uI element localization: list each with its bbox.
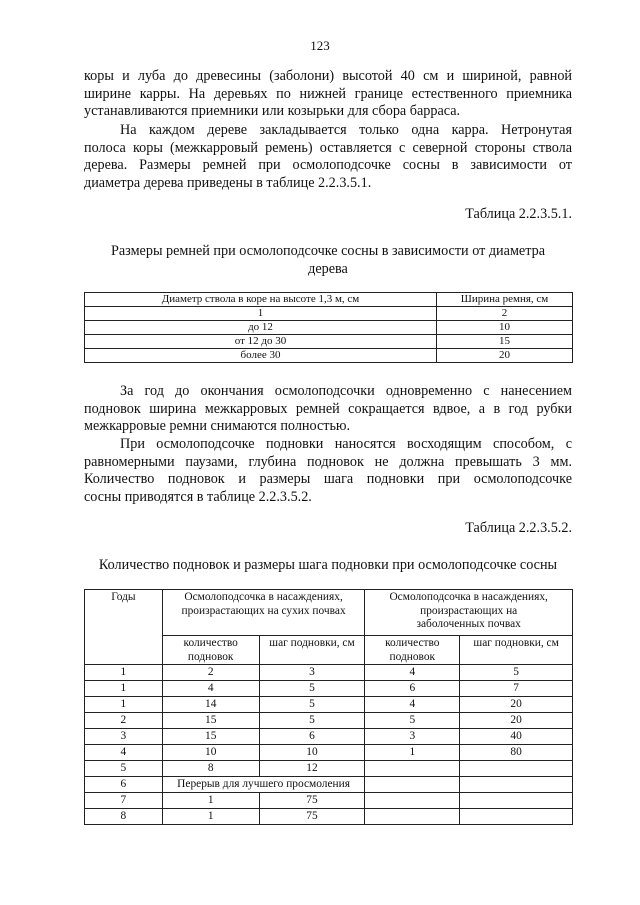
table-row	[85, 729, 573, 745]
cell-step-wet: 7	[460, 681, 573, 697]
cell-count-wet: 4	[365, 697, 460, 713]
cell-step-wet: 80	[460, 745, 573, 761]
cell-step-dry: 10	[259, 745, 365, 761]
cell-count-wet	[365, 777, 460, 793]
table-title-line: Размеры ремней при осмолоподсочке сосны в зависимости от диаметра	[110, 243, 545, 259]
subheader-line: подновок	[187, 650, 234, 663]
cell-count-dry: 14	[162, 697, 259, 713]
table-row	[85, 713, 573, 729]
cell-count-dry: 8	[162, 761, 259, 777]
paragraph-1	[84, 68, 572, 121]
paragraph-line: сосны приводятся в таблице 2.2.3.5.2.	[84, 488, 312, 505]
table-numbering-row	[85, 307, 573, 321]
column-number: 2	[437, 307, 573, 321]
column-number: 1	[85, 665, 163, 681]
table-header-row	[85, 590, 573, 636]
subheader-line: количество	[385, 637, 440, 649]
header-line: Осмолоподсочка в насаждениях,	[389, 591, 548, 603]
cell-step-wet	[460, 793, 573, 809]
cell-year: 1	[85, 697, 163, 713]
table-row	[85, 321, 573, 335]
paragraph-line: На каждом дереве закладывается только одна карра. Нетронутая	[120, 122, 572, 138]
cell-count-dry: 1	[162, 793, 259, 809]
table-row	[85, 349, 573, 363]
cell-count-dry: 4	[162, 681, 259, 697]
cell-step-wet: 40	[460, 729, 573, 745]
cell-count-wet	[365, 793, 460, 809]
cell-count-dry: 10	[162, 745, 259, 761]
paragraph-line: Количество подновок и размеры шага подновки при осмолоподсочке	[84, 471, 572, 487]
paragraph-2	[84, 122, 572, 192]
cell-year: 5	[85, 761, 163, 777]
cell-count-dry: 15	[162, 729, 259, 745]
table-row	[85, 335, 573, 349]
paragraph-line: За год до окончания осмолоподсочки одновременно с нанесением	[120, 383, 572, 399]
header-line: Осмолоподсочка в насаждениях,	[184, 591, 343, 603]
header-wet-soils	[365, 590, 573, 636]
cell-step-dry: 5	[259, 681, 365, 697]
paragraph-line: подновок ширина межкарровых ремней сокращается вдвое, а в год рубки	[84, 400, 572, 417]
cell-step-wet: 20	[460, 713, 573, 729]
cell-year: 8	[85, 809, 163, 825]
page-number: 123	[310, 38, 330, 53]
header-line: заболоченных почвах	[416, 618, 521, 630]
subheader-line: подновок	[389, 650, 436, 663]
cell-count-wet: 5	[365, 713, 460, 729]
header-belt-width: Ширина ремня, см	[437, 293, 573, 307]
cell-step-dry: 75	[259, 793, 365, 809]
header-diameter: Диаметр ствола в коре на высоте 1,3 м, см	[85, 293, 437, 307]
cell-step-wet: 20	[460, 697, 573, 713]
subheader-step-dry: шаг подновки, см	[259, 636, 365, 665]
header-years: Годы	[85, 590, 163, 665]
paragraph-line: полоса коры (межкарровый ремень) оставляется с северной стороны ствола	[84, 139, 572, 156]
cell-width: 20	[437, 349, 573, 363]
table-row	[85, 793, 573, 809]
table-title-line: дерева	[308, 261, 348, 277]
cell-width: 10	[437, 321, 573, 335]
paragraph-line: устанавливаются приемники или козырьки для сбора барраса.	[84, 103, 461, 119]
cell-count-wet	[365, 809, 460, 825]
table-numbering-row	[85, 665, 573, 681]
cell-year: 2	[85, 713, 163, 729]
column-number: 4	[365, 665, 460, 681]
table-break-row	[85, 777, 573, 793]
header-dry-soils	[162, 590, 365, 636]
column-number: 3	[259, 665, 365, 681]
table-1-title	[84, 242, 572, 278]
paragraph-line: коры и луба до древесины (заболони) высотой 40 см и шириной, равной	[84, 68, 572, 84]
cell-year: 7	[85, 793, 163, 809]
table-row	[85, 761, 573, 777]
header-line: произрастающих на сухих почвах	[181, 604, 346, 617]
cell-year: 4	[85, 745, 163, 761]
table-2	[84, 589, 573, 825]
cell-count-wet	[365, 761, 460, 777]
table-1	[84, 292, 573, 363]
cell-count-dry: 15	[162, 713, 259, 729]
cell-step-dry: 5	[259, 697, 365, 713]
header-line: произрастающих на	[420, 604, 518, 617]
subheader-line: количество	[183, 637, 238, 649]
table-row	[85, 745, 573, 761]
cell-count-wet: 6	[365, 681, 460, 697]
cell-diameter: более 30	[85, 349, 437, 363]
subheader-count-dry	[162, 636, 259, 665]
cell-step-dry: 75	[259, 809, 365, 825]
subheader-count-wet	[365, 636, 460, 665]
table-row	[85, 681, 573, 697]
cell-break-note: Перерыв для лучшего просмоления	[162, 777, 365, 793]
table-2-label: Таблица 2.2.3.5.2.	[465, 520, 572, 536]
paragraph-line: диаметра дерева приведены в таблице 2.2.3.5.1.	[84, 174, 372, 191]
cell-year: 1	[85, 681, 163, 697]
paragraph-4	[84, 436, 572, 506]
table-2-title: Количество подновок и размеры шага подновки при осмолоподсочке сосны	[98, 557, 558, 573]
paragraph-line: межкарровые ремни снимаются полностью.	[84, 418, 351, 434]
cell-width: 15	[437, 335, 573, 349]
paragraph-3	[84, 383, 572, 436]
cell-count-dry: 1	[162, 809, 259, 825]
column-number: 2	[162, 665, 259, 681]
subheader-step-wet: шаг подновки, см	[460, 636, 573, 665]
cell-year: 3	[85, 729, 163, 745]
column-number: 5	[460, 665, 573, 681]
cell-year: 6	[85, 777, 163, 793]
paragraph-line: При осмолоподсочке подновки наносятся восходящим способом, с	[120, 436, 572, 452]
cell-diameter: до 12	[85, 321, 437, 335]
paragraph-line: дерева. Размеры ремней при осмолоподсочке сосны в зависимости от	[84, 157, 572, 173]
table-1-label: Таблица 2.2.3.5.1.	[465, 206, 572, 222]
cell-step-dry: 6	[259, 729, 365, 745]
cell-step-dry: 12	[259, 761, 365, 777]
cell-step-wet	[460, 761, 573, 777]
table-row	[85, 697, 573, 713]
table-row	[85, 809, 573, 825]
column-number: 1	[85, 307, 437, 321]
cell-count-wet: 3	[365, 729, 460, 745]
cell-count-wet: 1	[365, 745, 460, 761]
paragraph-line: равномерными паузами, глубина подновок не должна превышать 3 мм.	[84, 453, 572, 470]
cell-diameter: от 12 до 30	[85, 335, 437, 349]
cell-step-wet	[460, 809, 573, 825]
cell-step-wet	[460, 777, 573, 793]
cell-step-dry: 5	[259, 713, 365, 729]
paragraph-line: ширине карры. На деревьях по нижней границе естественного приемника	[84, 85, 572, 102]
table-header-row	[85, 293, 573, 307]
